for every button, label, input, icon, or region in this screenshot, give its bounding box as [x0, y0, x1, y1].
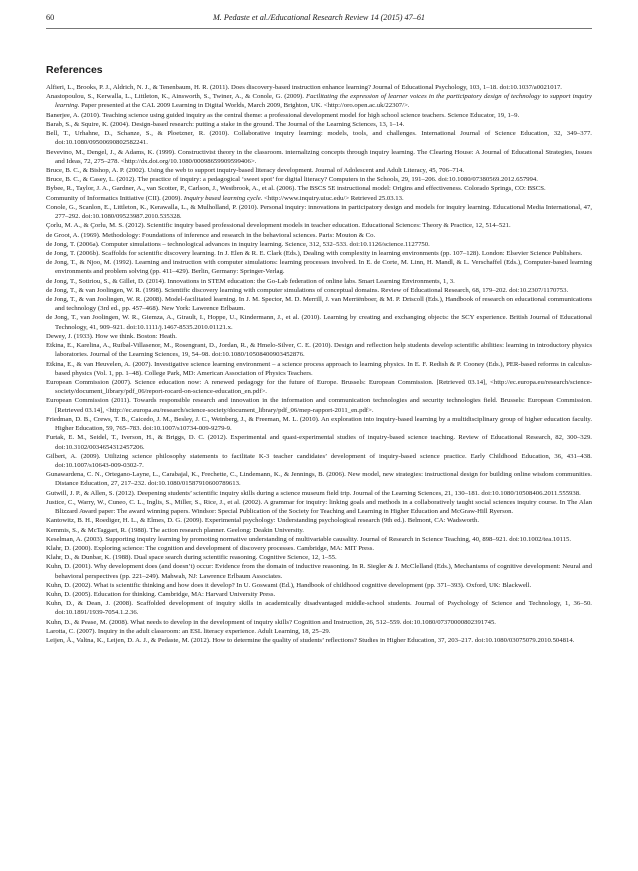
reference-entry: Kuhn, D. (2002). What is scientific thinking and how does it develop? In U. Goswami (Ed.), Handbook of childhood cognitive development (pp. 371–393). Oxford, UK: Blackwell.	[46, 581, 532, 589]
reference-entry: de Groot, A. (1969). Methodology: Foundations of inference and research in the behavioral sciences. Paris: Mouton & Co.	[46, 231, 376, 239]
reference-entry	[46, 92, 592, 110]
reference-entry: de Jong, T. (2006b). Scaffolds for scientific discovery learning. In J. Elen & R. E. Clark (Eds.), Dealing with complexity in learning environments (pp. 107–128). London: Elsevier Science Publishers.	[46, 249, 583, 257]
reference-entry: Gilbert, A. (2009). Utilizing science philosophy statements to facilitate K-3 teacher candidates’ development of inquiry-based science practice. Early Childhood Education, 36, 431–438. doi:10.1007/s10643-009-0302-7.	[46, 452, 592, 469]
reference-entry: Larotta, C. (2007). Inquiry in the adult classroom: an ESL literacy experience. Adult Learning, 18, 25–29.	[46, 627, 331, 635]
reference-entry: Friedman, D. B., Crews, T. B., Caicedo, J. M., Besley, J. C., Weinberg, J., & Freeman, M. L. (2010). An exploration into inquiry-based learning by a multidisciplinary group of higher education faculty. Higher Education, 59, 765–783. doi:10.1007/s10734-009-9279-9.	[46, 415, 592, 433]
reference-entry: Klahr, D. (2000). Exploring science: The cognition and development of discovery processes. Cambridge, MA: MIT Press.	[46, 544, 375, 552]
reference-post-text: . <http://www.inquiry.uiuc.edu/> Retrieved 25.03.13.	[260, 194, 404, 202]
reference-entry: Gunawardena, C. N., Ortegano-Layne, L., Carabajal, K., Frechette, C., Lindemann, K., & Jennings, B. (2006). New model, new strategies: instructional design for building online wisdom communities. Distance Education, 27, 217–232. doi:10.1080/01587910600789613.	[46, 471, 592, 488]
reference-entry: Alfieri, L., Brooks, P. J., Aldrich, N. J., & Tenenbaum, H. R. (2011). Does discovery-based instruction enhance learning? Journal of Educational Psychology, 103, 1–18. doi:10.1037/a0021017.	[46, 84, 562, 91]
page-number: 60	[46, 13, 55, 22]
reference-entry: Bruce, B. C., & Casey, L. (2012). The practice of inquiry: a pedagogical ‘sweet spot’ for digital literacy? Computers in the Schools, 29, 191–206. doi:10.1080/07380569.2012.657994.	[46, 176, 538, 184]
running-title: M. Pedaste et al./Educational Research Review 14 (2015) 47–61	[212, 13, 426, 22]
reference-italic-text: Facilitating the expression of learner voices in the participatory design of technology to support inquiry learning.	[55, 93, 592, 110]
reference-post-text: Paper presented at the CAL 2009 Learning in Digital Worlds, March 2009, Brighton, UK. <http://oro.open.ac.uk/22307/>.	[79, 102, 410, 110]
reference-entry: Furtak, E. M., Seidel, T., Iverson, H., & Briggs, D. C. (2012). Experimental and quasi-experimental studies of inquiry-based science teaching. Review of Educational Research, 82, 300–329. doi:10.3102/0034654312457206.	[46, 434, 592, 451]
page-header	[46, 12, 592, 24]
reference-entry: de Jong, T., & van Joolingen, W. R. (2008). Model-facilitated learning. In J. M. Spector, M. D. Merrill, J. van Merriënboer, & M. P. Driscoll (Eds.), Handbook of research on educational communications and technology (3rd ed., pp. 457–468). New York: Lawrence Erlbaum.	[46, 296, 592, 313]
reference-entry: Kuhn, D., & Pease, M. (2008). What needs to develop in the development of inquiry skills? Cognition and Instruction, 26, 512–559. doi:10.1080/07370000802391745.	[46, 618, 496, 626]
reference-entry: de Jong, T., & Njoo, M. (1992). Learning and instruction with computer simulations: learning processes involved. In E. de Corte, M. Linn, H. Mandl, & L. Verschaffel (Eds.), Computer-based learning environments and problem solving (pp. 411–429). Berlin, Germany: Springer-Verlag.	[46, 259, 592, 276]
reference-entry: Etkina, E., & van Heuvelen, A. (2007). Investigative science learning environment – a science process approach to learning physics. In E. F. Redish & P. Cooney (Eds.), PER-based reforms in calculus-based physics (Vol. 1, pp. 1–48). College Park, MD: American Association of Physics Teachers.	[46, 360, 592, 377]
reference-entry: de Jong, T., & van Joolingen, W. R. (1998). Scientific discovery learning with computer simulations of conceptual domains. Review of Educational Research, 68, 179–202. doi:10.2307/1170753.	[46, 286, 569, 294]
reference-pre-text: Anastopoulou, S., Kerwalla, L., Littleton, K., Ainsworth, S., Twiner, A., & Conole, G. (2009).	[46, 93, 307, 101]
reference-entry: Kuhn, D. (2001). Why development does (and doesn’t) occur: Evidence from the domain of inductive reasoning. In R. Siegler & J. McClelland (Eds.), Mechanisms of cognitive development: Neural and behavioral perspectives (pp. 221–249). Mahwah, NJ: Lawrence Erlbaum Associates.	[46, 563, 592, 580]
reference-entry	[46, 194, 592, 203]
reference-entry: Klahr, D., & Dunbar, K. (1988). Dual space search during scientific reasoning. Cognitive Science, 12, 1–55.	[46, 554, 337, 562]
reference-italic-text: Inquiry based learning cycle	[183, 194, 261, 202]
reference-entry: de Jong, T. (2006a). Computer simulations – technological advances in inquiry learning. Science, 312, 532–533. doi:10.1126/science.1127750.	[46, 240, 430, 248]
reference-entry: Dewey, J. (1933). How we think. Boston: Heath.	[46, 332, 177, 340]
reference-entry: Keselman, A. (2003). Supporting inquiry learning by promoting normative understanding of multivariable causality. Journal of Research in Science Teaching, 40, 898–921. doi:10.1002/tea.10115.	[46, 535, 572, 543]
reference-entry: Justice, C., Warry, W., Cuneo, C. L., Inglis, S., Miller, S., Rice, J., et al. (2002). A grammar for inquiry: linking goals and methods in a collaboratively taught social sciences inquiry course. In The Alan Blizzard Award paper: The award winning papers. Windsor: Special Publication of the Society for Teaching and Learning in Higher Education and McGraw-Hill Ryerson.	[46, 498, 592, 516]
reference-entry: Bevevino, M., Dengel, J., & Adams, K. (1999). Constructivist theory in the classroom. internalizing concepts through inquiry learning. The Clearing House: A Journal of Educational Strategies, Issues and Ideas, 72, 275–278. <http://dx.doi.org/10.1080/00098659909599406>.	[46, 148, 592, 165]
reference-entry: Kuhn, D., & Dean, J. (2008). Scaffolded development of inquiry skills in academically disadvantaged middle-school students. Journal of Psychology of Science and Technology, 1, 36–50. doi:10.1891/1939-7054.1.2.36.	[46, 600, 592, 617]
reference-entry: Banerjee, A. (2010). Teaching science using guided inquiry as the central theme: a professional development model for high school science teachers. Science Educator, 19, 1–9.	[46, 111, 520, 119]
reference-entry: Kantowitz, B. H., Roediger, H. L., & Elmes, D. G. (2009). Experimental psychology: Understanding psychological research (9th ed.). Belmont, CA: Wadsworth.	[46, 517, 480, 525]
reference-pre-text: Community of Informatics Initiative (CII). (2009).	[46, 194, 184, 202]
section-title: References	[46, 64, 103, 76]
reference-entry: Bruce, B. C., & Bishop, A. P. (2002). Using the web to support inquiry-based literacy development. Journal of Adolescent and Adult Literacy, 45, 706–714.	[46, 166, 465, 174]
reference-entry: Bybee, R., Taylor, J. A., Gardner, A., van Scotter, P., Carlson, J., Westbrook, A., et al. (2006). The BSCS 5E instructional model: Origins and effectiveness. Colorado Springs, CO: BSCS.	[46, 185, 546, 193]
reference-entry: Barab, S., & Squire, K. (2004). Design-based research: putting a stake in the ground. The Journal of the Learning Sciences, 13, 1–14.	[46, 120, 405, 128]
reference-entry: European Commission (2007). Science education now: A renewed pedagogy for the future of Europe. Brussels: European Commission. [Retrieved 03.14], <http://ec.europa.eu/research/science-society/document_library/pdf_06/report-rocard-on-science-education_en.pdf>.	[46, 379, 592, 396]
reference-entry: European Commission (2011). Towards responsible research and innovation in the information and communication technologies and security technologies field. Brussels: European Commission. [Retrieved 03.14], <http://ec.europa.eu/research/science-society/document_library/pdf_06/mep-rapport-2011_en.pdf>.	[46, 397, 592, 414]
reference-entry: de Jong, T., Sotiriou, S., & Gillet, D. (2014). Innovations in STEM education: the Go-Lab federation of online labs. Smart Learning Environments, 1, 3.	[46, 277, 455, 285]
reference-entry: Leijen, Ä., Valtna, K., Leijen, D. A. J., & Pedaste, M. (2012). How to determine the quality of students’ reflections? Studies in Higher Education, 37, 203–217. doi:10.1080/03075079.2010.504814.	[46, 637, 575, 645]
reference-entry: Bell, T., Urhahne, D., Schanze, S., & Ploetzner, R. (2010). Collaborative inquiry learning: models, tools, and challenges. International Journal of Science Education, 32, 349–377. doi:10.1080/09500690802582241.	[46, 130, 592, 147]
header-rule	[46, 28, 592, 29]
reference-entry: Gutwill, J. P., & Allen, S. (2012). Deepening students’ scientific inquiry skills during a science museum field trip. Journal of the Learning Sciences, 21, 130–181. doi:10.1080/10508406.2011.555938.	[46, 489, 581, 497]
reference-entry: Kuhn, D. (2005). Education for thinking. Cambridge, MA: Harvard University Press.	[46, 591, 276, 599]
reference-entry: Kemmis, S., & McTaggart, R. (1988). The action research planner. Geelong: Deakin University.	[46, 526, 304, 534]
reference-entry: de Jong, T., van Joolingen, W. R., Giemza, A., Girault, I., Hoppe, U., Kindermann, J., et al. (2010). Learning by creating and exchanging objects: the SCY experience. British Journal of Educational Technology, 41, 909–921. doi:10.1111/j.1467-8535.2010.01121.x.	[46, 314, 592, 331]
reference-entry: Etkina, E., Karelina, A., Ruibal-Villasenor, M., Rosengrant, D., Jordan, R., & Hmelo-Silver, C. E. (2010). Design and reflection help students develop scientific abilities: learning in introductory physics laboratories. Journal of the Learning Sciences, 19, 54–98. doi:10.1080/10508400903452876.	[46, 342, 592, 359]
reference-entry: Conole, G., Scanlon, E., Littleton, K., Kerawalla, L., & Mulholland, P. (2010). Personal inquiry: innovations in participatory design and models for inquiry learning. Educational Media International, 47, 277–292. doi:10.1080/09523987.2010.535328.	[46, 203, 592, 221]
reference-entry: Çorlu, M. A., & Çorlu, M. S. (2012). Scientific inquiry based professional development models in teacher education. Educational Sciences: Theory & Practice, 12, 514–521.	[46, 222, 511, 230]
reference-list	[46, 83, 592, 645]
